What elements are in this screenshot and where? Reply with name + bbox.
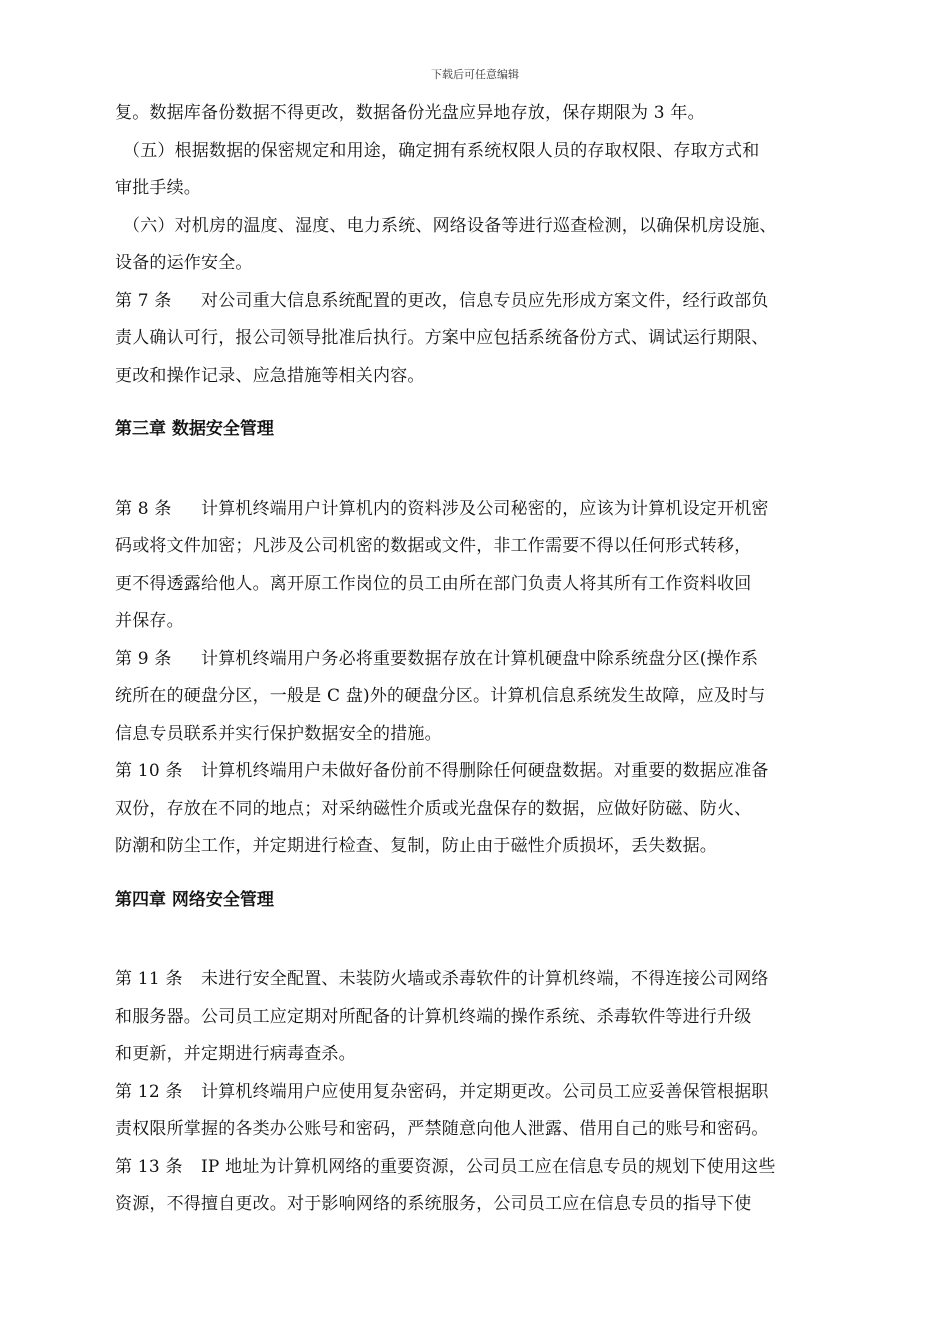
article-8	[115, 491, 850, 529]
article-12-text: 计算机终端用户应使用复杂密码，并定期更改。公司员工应妥善保管根据职	[201, 1081, 769, 1102]
article-12-number: 第 12 条	[115, 1081, 183, 1102]
text-line: 统所在的硬盘分区，一般是 C 盘)外的硬盘分区。计算机信息系统发生故障，应及时与	[115, 686, 766, 706]
text-line: 和更新，并定期进行病毒查杀。	[115, 1044, 356, 1064]
article-11-text: 未进行安全配置、未装防火墙或杀毒软件的计算机终端，不得连接公司网络	[201, 969, 769, 989]
article-7	[115, 283, 850, 321]
text-line: 责权限所掌握的各类办公账号和密码，严禁随意向他人泄露、借用自己的账号和密码。	[115, 1119, 769, 1139]
text-line: 信息专员联系并实行保护数据安全的措施。	[115, 723, 442, 744]
text-line: 复。数据库备份数据不得更改，数据备份光盘应异地存放，保存期限为 3 年。	[115, 103, 705, 123]
text-line: 责人确认可行，报公司领导批准后执行。方案中应包括系统备份方式、调试运行期限、	[115, 328, 769, 348]
article-12	[115, 1074, 850, 1112]
text-line: 设备的运作安全。	[115, 253, 253, 273]
text-line: 防潮和防尘工作，并定期进行检查、复制，防止由于磁性介质损坏，丢失数据。	[115, 836, 717, 856]
text-line: 审批手续。	[115, 178, 201, 198]
clause-five: （五）根据数据的保密规定和用途，确定拥有系统权限人员的存取权限、存取方式和	[123, 140, 760, 161]
text-line: 码或将文件加密；凡涉及公司机密的数据或文件，非工作需要不得以任何形式转移，	[115, 536, 752, 556]
article-13-text: IP 地址为计算机网络的重要资源，公司员工应在信息专员的规划下使用这些	[201, 1156, 776, 1177]
article-9-number: 第 9 条	[115, 648, 172, 669]
article-10-text: 计算机终端用户未做好备份前不得删除任何硬盘数据。对重要的数据应准备	[201, 761, 769, 781]
article-9	[115, 641, 850, 679]
article-8-text: 计算机终端用户计算机内的资料涉及公司秘密的，应该为计算机设定开机密	[201, 498, 769, 519]
article-7-number: 第 7 条	[115, 290, 172, 311]
text-line: 和服务器。公司员工应定期对所配备的计算机终端的操作系统、杀毒软件等进行升级	[115, 1006, 752, 1027]
article-10	[115, 753, 850, 791]
article-10-number: 第 10 条	[115, 761, 183, 781]
article-8-number: 第 8 条	[115, 498, 172, 519]
article-13	[115, 1149, 850, 1187]
text-line: 并保存。	[115, 611, 184, 631]
article-13-number: 第 13 条	[115, 1156, 183, 1177]
text-line: 更改和操作记录、应急措施等相关内容。	[115, 365, 425, 386]
article-11-number: 第 11 条	[115, 969, 183, 989]
text-line: 双份，存放在不同的地点；对采纳磁性介质或光盘保存的数据，应做好防磁、防火、	[115, 798, 752, 819]
article-7-text: 对公司重大信息系统配置的更改，信息专员应先形成方案文件，经行政部负	[201, 290, 769, 311]
article-9-text: 计算机终端用户务必将重要数据存放在计算机硬盘中除系统盘分区(操作系	[201, 648, 759, 669]
chapter-3-heading: 第三章 数据安全管理	[115, 419, 274, 439]
document-body	[115, 95, 850, 1224]
chapter-4-heading: 第四章 网络安全管理	[115, 889, 274, 910]
text-line: 更不得透露给他人。离开原工作岗位的员工由所在部门负责人将其所有工作资料收回	[115, 573, 752, 594]
page-header-note: 下载后可任意编辑	[431, 68, 519, 81]
clause-six: （六）对机房的温度、湿度、电力系统、网络设备等进行巡查检测，以确保机房设施、	[123, 215, 777, 236]
text-line: 资源，不得擅自更改。对于影响网络的系统服务，公司员工应在信息专员的指导下使	[115, 1194, 752, 1214]
article-11	[115, 961, 850, 999]
